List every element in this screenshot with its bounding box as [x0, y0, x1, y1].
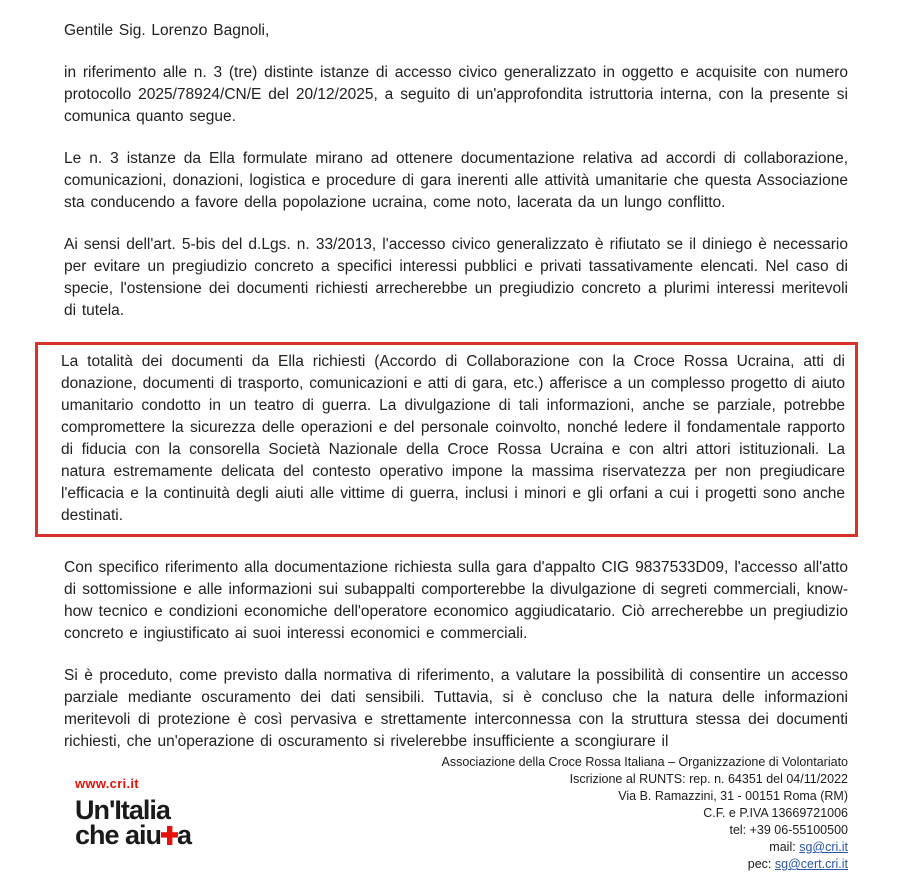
- runts-line: Iscrizione al RUNTS: rep. n. 64351 del 04/11/2022: [569, 772, 848, 786]
- highlighted-paragraph-box: [35, 342, 858, 537]
- logo-line-2-text-end: a: [177, 820, 192, 850]
- address-line: Via B. Ramazzini, 31 - 00151 Roma (RM): [618, 789, 848, 803]
- paragraph-partial-access: Si è proceduto, come previsto dalla normativa di riferimento, a valutare la possibilità di consentire un accesso parziale mediante oscuramento dei dati sensibili. Tuttavia, si è concluso che la natura delle informazioni meritevoli di protezione è così pervasiva e strettamente interconnessa con la struttura stessa dei documenti richiesti, che un'operazione di oscuramento si rivelerebbe insufficiente a scongiurare il: [64, 667, 848, 750]
- paragraph-tender-secrets: Con specifico riferimento alla documentazione richiesta sulla gara d'appalto CIG 9837533D09, l'accesso all'atto di sottomissione e alle informazioni sui subappalti comporterebbe la divulgazione di segreti commerciali, know-how tecnico e condizioni economiche dell'operatore economico aggiudicatario. Ciò arrecherebbe un pregiudizio concreto e ingiustificato ai suoi interessi economici e commerciali.: [64, 559, 848, 642]
- logo-line-2: [75, 820, 192, 850]
- paragraph-intro: in riferimento alle n. 3 (tre) distinte istanze di accesso civico generalizzato in oggetto e acquisite con numero protocollo 2025/78924/CN/E del 20/12/2025, a seguito di un'approfondita istruttoria interna, con la presente si comunica quanto segue.: [64, 64, 848, 125]
- pec-link[interactable]: sg@cert.cri.it: [774, 857, 848, 871]
- cri-logo: [75, 795, 192, 850]
- red-cross-icon: [161, 826, 178, 845]
- paragraph-legal-basis: Ai sensi dell'art. 5-bis del d.Lgs. n. 33/2013, l'accesso civico generalizzato è rifiutato se il diniego è necessario per evitare un pregiudizio concreto a specifici interessi pubblici e privati tassativamente elencati. Nel caso di specie, l'ostensione dei documenti richiesti arrecherebbe un pregiudizio concreto a plurimi interessi meritevoli di tutela.: [64, 236, 848, 319]
- salutation: Gentile Sig. Lorenzo Bagnoli,: [64, 22, 270, 39]
- org-name-line: Associazione della Croce Rossa Italiana – Organizzazione di Volontariato: [441, 755, 848, 769]
- pec-label: pec:: [747, 857, 772, 871]
- website-url: www.cri.it: [75, 776, 139, 791]
- mail-link[interactable]: sg@cri.it: [799, 840, 848, 854]
- highlighted-paragraph: La totalità dei documenti da Ella richiesti (Accordo di Collaborazione con la Croce Rossa Ucraina, atti di donazione, documenti di trasporto, comunicazioni e atti di gara, etc.) afferisce a un complesso progetto di aiuto umanitario condotto in un teatro di guerra. La divulgazione di tali informazioni, anche se parziale, potrebbe compromettere la sicurezza delle operazioni e del personale coinvolto, nonché ledere il fondamentale rapporto di fiducia con la consorella Società Nazionale della Croce Rossa Ucraina e con altri attori istituzionali. La natura estremamente delicata del contesto operativo impone la massima riservatezza per non pregiudicare l'efficacia e la continuità degli aiuti alle vittime di guerra, inclusi i minori e gli orfani a cui i progetti sono anche destinati.: [61, 353, 845, 524]
- footer-brand-block: [75, 776, 191, 848]
- logo-line-1: Un'Italia: [75, 795, 170, 825]
- logo-line-2-text-start: che aiu: [75, 820, 162, 850]
- footer-contact-block: [442, 754, 848, 873]
- mail-line: [442, 839, 848, 856]
- letter-footer: [0, 754, 900, 882]
- phone-line: tel: +39 06-55100500: [729, 823, 848, 837]
- paragraph-requests-summary: Le n. 3 istanze da Ella formulate mirano ad ottenere documentazione relativa ad accordi di collaborazione, comunicazioni, donazioni, logistica e procedure di gara inerenti alle attività umanitarie che questa Associazione sta conducendo a favore della popolazione ucraina, come noto, lacerata da un lungo conflitto.: [64, 150, 848, 211]
- mail-label: mail:: [769, 840, 796, 854]
- pec-line: [442, 856, 848, 873]
- vat-line: C.F. e P.IVA 13669721006: [703, 806, 848, 820]
